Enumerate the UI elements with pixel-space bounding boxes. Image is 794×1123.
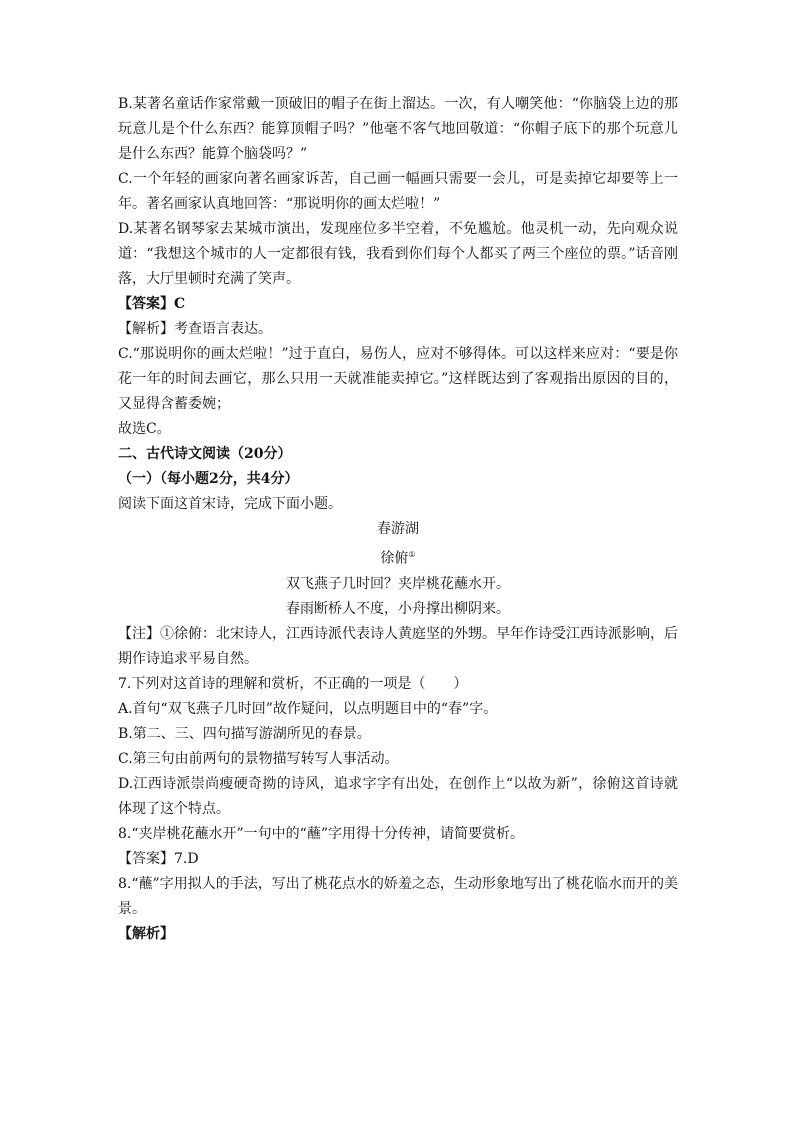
poem-line-1: 双飞燕子几时回？夹岸桃花蘸水开。 (286, 575, 510, 592)
question-8: 8.“夹岸桃花蘸水开”一句中的“蘸”字用得十分传神，请简要赏析。 (118, 825, 524, 842)
poem-author: 徐俯 (380, 550, 409, 567)
subsection-title: （一）（每小题2分，共4分） (118, 471, 299, 487)
question-7-option-c: C.第三句由前两句的景物描写转写人事活动。 (118, 750, 399, 767)
section-title: 二、古代诗文阅读（20分） (118, 446, 292, 462)
question-7: 7.下列对这首诗的理解和赏析，不正确的一项是（ ） (118, 675, 468, 692)
analysis-text: C.“那说明你的画太烂啦！”过于直白，易伤人，应对不够得体。可以这样来应对：“要是你花一年的时间去画它，那么只用一天就准能卖掉它。”这样既达到了客观指出原因的目的，又显得含蓄委婉； (118, 346, 678, 412)
option-b: B.某著名童话作家常戴一顶破旧的帽子在街上溜达。一次，有人嘲笑他：“你脑袋上边的那玩意儿是个什么东西？能算顶帽子吗？”他毫不客气地回敬道：“你帽子底下的那个玩意儿是什么东西？能算个脑袋吗？” (118, 96, 678, 162)
poem-author-line (118, 542, 678, 572)
instruction-text: 阅读下面这首宋诗，完成下面小题。 (118, 496, 342, 512)
question-7-option-b: B.第二、三、四句描写游湖所见的春景。 (118, 725, 371, 742)
answer-q8: 8.“蘸”字用拟人的手法，写出了桃花点水的娇羞之态，生动形象地写出了桃花临水而开的美景。 (118, 875, 678, 917)
poem-note: 【注】①徐俯：北宋诗人，江西诗派代表诗人黄庭坚的外甥。早年作诗受江西诗派影响，后期作诗追求平易自然。 (118, 625, 678, 667)
answer-label: 【答案】C (118, 296, 186, 312)
answer-label-2: 【答案】7.D (118, 850, 199, 867)
option-d: D.某著名钢琴家去某城市演出，发现座位多半空着，不免尴尬。他灵机一动，先向观众说道：“我想这个城市的人一定都很有钱，我看到你们每个人都买了两三个座位的票。”话音刚落，大厅里顿时充满了笑声。 (118, 221, 678, 287)
question-7-option-a: A.首句“双飞燕子几时回”故作疑问，以点明题目中的“春”字。 (118, 700, 498, 717)
analysis-conclusion: 故选C。 (118, 421, 171, 437)
option-c: C.一个年轻的画家向著名画家诉苦，自己画一幅画只需要一会儿，可是卖掉它却要等上一年。著名画家认真地回答：“那说明你的画太烂啦！” (118, 171, 678, 212)
poem-title: 春游湖 (377, 521, 419, 537)
analysis-label: 【解析】考查语言表达。 (118, 321, 272, 337)
analysis-label-2: 【解析】 (118, 925, 174, 942)
question-7-option-d: D.江西诗派崇尚瘦硬奇拗的诗风，追求字字有出处，在创作上“以故为新”，徐俯这首诗就体现了这个特点。 (118, 775, 678, 817)
document-page (118, 92, 678, 947)
poem-line-2: 春雨断桥人不度，小舟撑出柳阴来。 (286, 600, 510, 617)
footnote-mark: ① (408, 550, 416, 559)
